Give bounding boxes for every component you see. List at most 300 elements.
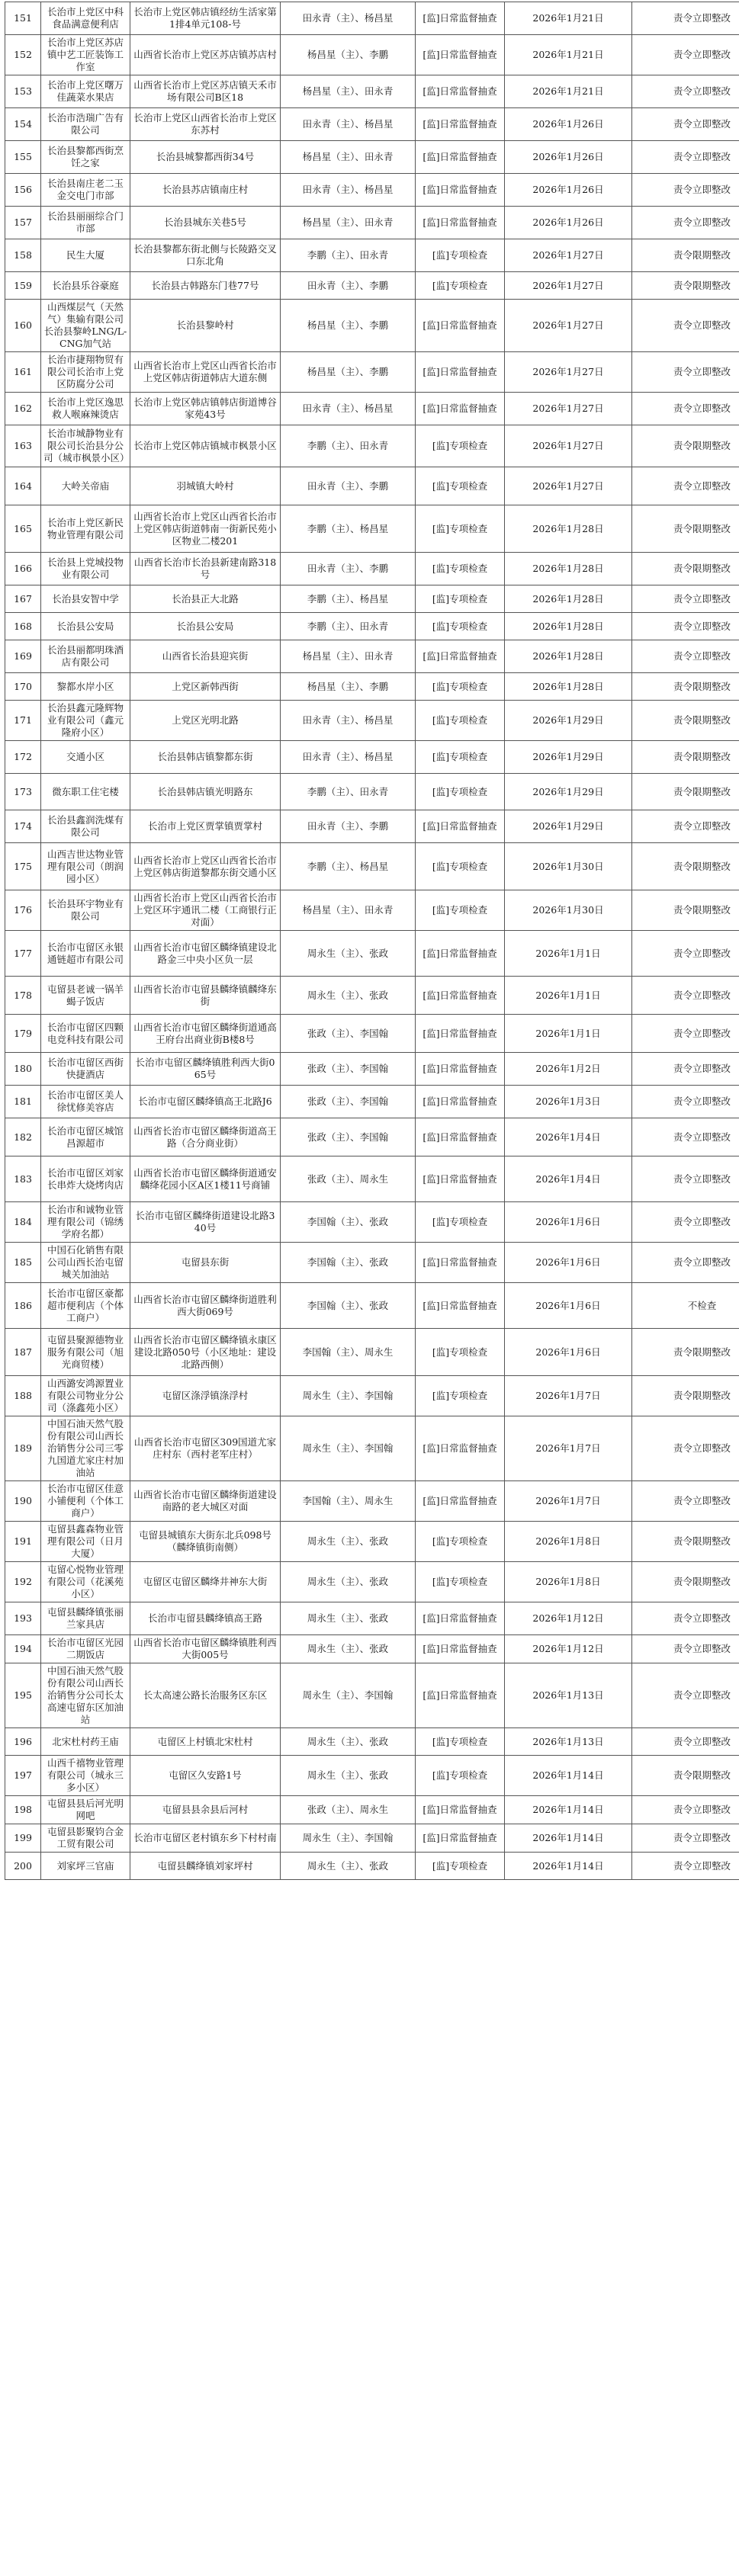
inspected-unit-cell: 长治市上党区新民物业管理有限公司 [41, 505, 130, 553]
row-number-cell: 191 [5, 1522, 41, 1562]
table-row [5, 1283, 739, 1329]
row-number-cell: 180 [5, 1053, 41, 1086]
inspection-date-cell: 2026年1月29日 [505, 741, 632, 774]
inspected-unit-cell: 长治县鑫元隆辉物业有限公司（鑫元隆府小区） [41, 701, 130, 741]
table-row [5, 35, 739, 75]
inspection-result-cell: 责令限期整改 [632, 239, 739, 272]
inspected-unit-cell: 黎都水岸小区 [41, 673, 130, 701]
table-row [5, 1329, 739, 1376]
inspection-type-cell: [监]专项检查 [416, 741, 505, 774]
inspection-type-cell: [监]专项检查 [416, 1562, 505, 1602]
inspection-date-cell: 2026年1月14日 [505, 1756, 632, 1796]
inspectors-cell: 杨昌星（主）、李鹏 [281, 300, 416, 352]
inspection-type-cell: [监]日常监督抽查 [416, 931, 505, 977]
inspectors-cell: 杨昌星（主）、田永青 [281, 890, 416, 931]
inspectors-cell: 张政（主）、李国翰 [281, 1118, 416, 1156]
inspectors-cell: 田永青（主）、杨昌星 [281, 174, 416, 207]
inspectors-cell: 李鹏（主）、杨昌星 [281, 843, 416, 890]
inspection-type-cell: [监]日常监督抽查 [416, 2, 505, 35]
inspection-table-body [5, 2, 739, 1880]
inspectors-cell: 李国翰（主）、张政 [281, 1283, 416, 1329]
inspectors-cell: 田永青（主）、李鹏 [281, 467, 416, 505]
inspection-date-cell: 2026年1月13日 [505, 1663, 632, 1728]
inspectors-cell: 田永青（主）、李鹏 [281, 553, 416, 585]
address-cell: 屯留县东街 [130, 1243, 281, 1283]
address-cell: 山西省长治市屯留区麟绛街道高王路（合分商业街） [130, 1118, 281, 1156]
row-number-cell: 169 [5, 640, 41, 673]
table-row [5, 553, 739, 585]
table-row [5, 810, 739, 843]
inspection-type-cell: [监]日常监督抽查 [416, 1824, 505, 1853]
inspected-unit-cell: 长治市屯留区永银通链超市有限公司 [41, 931, 130, 977]
inspection-date-cell: 2026年1月8日 [505, 1522, 632, 1562]
inspection-type-cell: [监]日常监督抽查 [416, 174, 505, 207]
inspection-date-cell: 2026年1月8日 [505, 1562, 632, 1602]
row-number-cell: 178 [5, 977, 41, 1015]
inspected-unit-cell: 大岭关帝庙 [41, 467, 130, 505]
inspection-result-cell: 责令限期整改 [632, 1376, 739, 1416]
inspected-unit-cell: 长治市和诚物业管理有限公司（锦绣学府名都） [41, 1202, 130, 1243]
inspectors-cell: 李鹏（主）、田永青 [281, 774, 416, 810]
inspection-type-cell: [监]专项检查 [416, 701, 505, 741]
table-row [5, 174, 739, 207]
table-row [5, 1416, 739, 1481]
inspection-result-cell: 责令限期整改 [632, 1522, 739, 1562]
address-cell: 山西省长治市屯留区麟绛街道通安麟绛花园小区A区1楼11号商铺 [130, 1156, 281, 1202]
address-cell: 山西省长治市屯留区麟绛镇胜利西大街005号 [130, 1635, 281, 1663]
inspected-unit-cell: 长治市屯留区刘家长串炸大烧烤肉店 [41, 1156, 130, 1202]
inspection-type-cell: [监]日常监督抽查 [416, 1156, 505, 1202]
table-row [5, 1053, 739, 1086]
row-number-cell: 177 [5, 931, 41, 977]
inspection-date-cell: 2026年1月14日 [505, 1796, 632, 1824]
address-cell: 长治市屯留区麟绛街道建设北路340号 [130, 1202, 281, 1243]
inspected-unit-cell: 长治市屯留区豪都超市便利店（个体工商户） [41, 1283, 130, 1329]
table-row [5, 977, 739, 1015]
table-row [5, 1728, 739, 1756]
inspection-date-cell: 2026年1月27日 [505, 300, 632, 352]
inspection-date-cell: 2026年1月21日 [505, 75, 632, 108]
inspection-type-cell: [监]日常监督抽查 [416, 810, 505, 843]
inspection-type-cell: [监]日常监督抽查 [416, 393, 505, 425]
table-row [5, 300, 739, 352]
table-row [5, 1376, 739, 1416]
inspectors-cell: 田永青（主）、李鹏 [281, 272, 416, 300]
inspectors-cell: 张政（主）、李国翰 [281, 1015, 416, 1053]
table-row [5, 1522, 739, 1562]
inspection-type-cell: [监]日常监督抽查 [416, 1663, 505, 1728]
inspection-type-cell: [监]日常监督抽查 [416, 977, 505, 1015]
inspection-date-cell: 2026年1月28日 [505, 553, 632, 585]
table-row [5, 1853, 739, 1880]
address-cell: 山西省长治市上党区山西省长治市上党区韩店街道韩店大道东侧 [130, 352, 281, 393]
table-row [5, 467, 739, 505]
table-row [5, 1635, 739, 1663]
table-row [5, 1824, 739, 1853]
address-cell: 屯留区上村镇北宋杜村 [130, 1728, 281, 1756]
table-row [5, 1562, 739, 1602]
row-number-cell: 190 [5, 1481, 41, 1522]
inspection-date-cell: 2026年1月28日 [505, 613, 632, 640]
row-number-cell: 179 [5, 1015, 41, 1053]
row-number-cell: 152 [5, 35, 41, 75]
inspectors-cell: 田永青（主）、杨昌星 [281, 701, 416, 741]
address-cell: 山西省长治县迎宾街 [130, 640, 281, 673]
row-number-cell: 186 [5, 1283, 41, 1329]
inspection-result-cell: 责令立即整改 [632, 35, 739, 75]
inspected-unit-cell: 长治县鑫润洗煤有限公司 [41, 810, 130, 843]
inspection-date-cell: 2026年1月29日 [505, 774, 632, 810]
table-row [5, 673, 739, 701]
row-number-cell: 166 [5, 553, 41, 585]
inspection-result-cell: 责令立即整改 [632, 300, 739, 352]
row-number-cell: 172 [5, 741, 41, 774]
inspection-type-cell: [监]专项检查 [416, 272, 505, 300]
table-row [5, 207, 739, 239]
row-number-cell: 188 [5, 1376, 41, 1416]
inspection-result-cell: 责令立即整改 [632, 1824, 739, 1853]
table-row [5, 2, 739, 35]
inspection-result-cell: 责令立即整改 [632, 2, 739, 35]
inspectors-cell: 李国翰（主）、周永生 [281, 1481, 416, 1522]
address-cell: 长治市上党区贾掌镇贾掌村 [130, 810, 281, 843]
inspected-unit-cell: 长治县环宇物业有限公司 [41, 890, 130, 931]
inspection-date-cell: 2026年1月7日 [505, 1416, 632, 1481]
inspection-result-cell: 责令立即整改 [632, 1635, 739, 1663]
inspection-type-cell: [监]专项检查 [416, 1728, 505, 1756]
table-row [5, 425, 739, 467]
inspection-result-cell: 责令立即整改 [632, 141, 739, 174]
inspection-date-cell: 2026年1月13日 [505, 1728, 632, 1756]
inspection-type-cell: [监]专项检查 [416, 843, 505, 890]
row-number-cell: 184 [5, 1202, 41, 1243]
inspected-unit-cell: 长治市屯留区美人徐忧修美容店 [41, 1086, 130, 1118]
inspection-result-cell: 责令限期整改 [632, 843, 739, 890]
inspectors-cell: 李鹏（主）、田永青 [281, 613, 416, 640]
table-row [5, 613, 739, 640]
inspectors-cell: 田永青（主）、杨昌星 [281, 741, 416, 774]
inspection-date-cell: 2026年1月6日 [505, 1202, 632, 1243]
address-cell: 屯留区屯留区麟绛井神东大街 [130, 1562, 281, 1602]
inspection-date-cell: 2026年1月29日 [505, 701, 632, 741]
address-cell: 长太高速公路长治服务区东区 [130, 1663, 281, 1728]
inspectors-cell: 周永生（主）、张政 [281, 1602, 416, 1635]
inspection-date-cell: 2026年1月27日 [505, 467, 632, 505]
table-row [5, 239, 739, 272]
inspected-unit-cell: 长治县黎都西街烹饪之家 [41, 141, 130, 174]
address-cell: 山西省长治市上党区山西省长治市上党区环宇通讯二楼（工商银行正对面） [130, 890, 281, 931]
inspection-type-cell: [监]专项检查 [416, 425, 505, 467]
inspection-result-cell: 责令立即整改 [632, 1118, 739, 1156]
inspection-type-cell: [监]日常监督抽查 [416, 1015, 505, 1053]
inspectors-cell: 杨昌星（主）、田永青 [281, 640, 416, 673]
inspected-unit-cell: 交通小区 [41, 741, 130, 774]
address-cell: 长治县公安局 [130, 613, 281, 640]
inspection-type-cell: [监]日常监督抽查 [416, 1796, 505, 1824]
address-cell: 屯留区涤浮镇涤浮村 [130, 1376, 281, 1416]
row-number-cell: 168 [5, 613, 41, 640]
row-number-cell: 183 [5, 1156, 41, 1202]
address-cell: 山西省长治市屯留区麟绛镇建设北路金三中央小区负一层 [130, 931, 281, 977]
row-number-cell: 174 [5, 810, 41, 843]
table-row [5, 1243, 739, 1283]
inspectors-cell: 杨昌星（主）、李鹏 [281, 35, 416, 75]
inspectors-cell: 周永生（主）、张政 [281, 1728, 416, 1756]
table-row [5, 741, 739, 774]
inspection-type-cell: [监]日常监督抽查 [416, 640, 505, 673]
table-row [5, 393, 739, 425]
row-number-cell: 195 [5, 1663, 41, 1728]
inspection-result-cell: 责令立即整改 [632, 1602, 739, 1635]
inspected-unit-cell: 长治市屯留区四颗电竞科技有限公司 [41, 1015, 130, 1053]
inspectors-cell: 杨昌星（主）、田永青 [281, 207, 416, 239]
inspection-result-cell: 责令限期整改 [632, 553, 739, 585]
inspection-date-cell: 2026年1月4日 [505, 1156, 632, 1202]
row-number-cell: 173 [5, 774, 41, 810]
inspection-type-cell: [监]专项检查 [416, 673, 505, 701]
table-row [5, 108, 739, 141]
address-cell: 山西省长治市上党区山西省长治市上党区韩店街道韩南一街新民苑小区物业二楼201 [130, 505, 281, 553]
table-row [5, 505, 739, 553]
address-cell: 长治县黎岭村 [130, 300, 281, 352]
inspection-date-cell: 2026年1月7日 [505, 1376, 632, 1416]
inspection-date-cell: 2026年1月21日 [505, 35, 632, 75]
address-cell: 山西省长治市屯留区麟绛街道建设南路的老大城区对面 [130, 1481, 281, 1522]
row-number-cell: 182 [5, 1118, 41, 1156]
address-cell: 山西省长治市屯留区麟绛街道通高王府台出商业街B楼8号 [130, 1015, 281, 1053]
row-number-cell: 162 [5, 393, 41, 425]
row-number-cell: 170 [5, 673, 41, 701]
inspection-date-cell: 2026年1月28日 [505, 505, 632, 553]
inspection-date-cell: 2026年1月12日 [505, 1635, 632, 1663]
address-cell: 长治市屯留区麟绛镇胜利西大街065号 [130, 1053, 281, 1086]
inspectors-cell: 张政（主）、李国翰 [281, 1086, 416, 1118]
inspection-result-cell: 责令立即整改 [632, 1481, 739, 1522]
table-row [5, 1481, 739, 1522]
table-row [5, 1015, 739, 1053]
inspected-unit-cell: 屯留县鑫森物业管理有限公司（日月大厦） [41, 1522, 130, 1562]
inspection-result-cell: 责令限期整改 [632, 890, 739, 931]
table-row [5, 701, 739, 741]
inspection-type-cell: [监]日常监督抽查 [416, 141, 505, 174]
address-cell: 长治市上党区韩店镇经纺生活家第1排4单元108-号 [130, 2, 281, 35]
address-cell: 长治市上党区韩店镇韩店街道博谷家苑43号 [130, 393, 281, 425]
inspectors-cell: 周永生（主）、张政 [281, 1756, 416, 1796]
inspection-result-cell: 责令立即整改 [632, 108, 739, 141]
row-number-cell: 193 [5, 1602, 41, 1635]
inspection-type-cell: [监]日常监督抽查 [416, 300, 505, 352]
inspection-result-cell: 责令立即整改 [632, 585, 739, 613]
inspection-result-cell: 责令限期整改 [632, 425, 739, 467]
inspectors-cell: 周永生（主）、李国翰 [281, 1376, 416, 1416]
inspection-type-cell: [监]日常监督抽查 [416, 1416, 505, 1481]
address-cell: 山西省长治市屯留区麟绛街道胜利西大街069号 [130, 1283, 281, 1329]
inspection-result-cell: 责令立即整改 [632, 1202, 739, 1243]
row-number-cell: 153 [5, 75, 41, 108]
address-cell: 长治县城黎都西街34号 [130, 141, 281, 174]
table-row [5, 1156, 739, 1202]
inspectors-cell: 杨昌星（主）、田永青 [281, 75, 416, 108]
address-cell: 羽城镇大岭村 [130, 467, 281, 505]
inspectors-cell: 周永生（主）、张政 [281, 1562, 416, 1602]
inspectors-cell: 张政（主）、李国翰 [281, 1053, 416, 1086]
row-number-cell: 197 [5, 1756, 41, 1796]
row-number-cell: 165 [5, 505, 41, 553]
inspected-unit-cell: 长治市上党区逸思救人喉麻辣烫店 [41, 393, 130, 425]
inspection-type-cell: [监]专项检查 [416, 1329, 505, 1376]
address-cell: 山西省长治市屯留县麟绛镇麟绛东街 [130, 977, 281, 1015]
table-row [5, 640, 739, 673]
inspectors-cell: 李国翰（主）、张政 [281, 1202, 416, 1243]
address-cell: 山西省长治市上党区苏店镇天禾市场有限公司B区18 [130, 75, 281, 108]
row-number-cell: 200 [5, 1853, 41, 1880]
inspection-result-cell: 责令立即整改 [632, 1796, 739, 1824]
row-number-cell: 199 [5, 1824, 41, 1853]
inspectors-cell: 周永生（主）、李国翰 [281, 1663, 416, 1728]
inspected-unit-cell: 微东职工住宅楼 [41, 774, 130, 810]
address-cell: 山西省长治市上党区山西省长治市上党区韩店街道黎都东街交通小区 [130, 843, 281, 890]
inspectors-cell: 杨昌星（主）、田永青 [281, 141, 416, 174]
inspection-type-cell: [监]专项检查 [416, 890, 505, 931]
inspection-date-cell: 2026年1月26日 [505, 207, 632, 239]
table-row [5, 1756, 739, 1796]
row-number-cell: 185 [5, 1243, 41, 1283]
inspected-unit-cell: 民生大厦 [41, 239, 130, 272]
inspection-type-cell: [监]日常监督抽查 [416, 1118, 505, 1156]
inspectors-cell: 田永青（主）、杨昌星 [281, 393, 416, 425]
inspection-result-cell: 责令立即整改 [632, 640, 739, 673]
table-row [5, 843, 739, 890]
row-number-cell: 163 [5, 425, 41, 467]
inspection-date-cell: 2026年1月3日 [505, 1086, 632, 1118]
address-cell: 长治市上党区韩店镇城市枫景小区 [130, 425, 281, 467]
inspection-date-cell: 2026年1月27日 [505, 425, 632, 467]
table-row [5, 272, 739, 300]
inspection-result-cell: 责令限期整改 [632, 1756, 739, 1796]
address-cell: 长治县城东关巷5号 [130, 207, 281, 239]
inspection-result-cell: 责令立即整改 [632, 1728, 739, 1756]
address-cell: 屯留县麟绛镇刘家坪村 [130, 1853, 281, 1880]
inspected-unit-cell: 长治县安智中学 [41, 585, 130, 613]
inspectors-cell: 田永青（主）、李鹏 [281, 810, 416, 843]
inspection-result-cell: 责令限期整改 [632, 673, 739, 701]
row-number-cell: 181 [5, 1086, 41, 1118]
inspection-result-cell: 责令限期整改 [632, 741, 739, 774]
row-number-cell: 159 [5, 272, 41, 300]
inspected-unit-cell: 山西潞安鸿源置业有限公司物业分公司（涤鑫苑小区） [41, 1376, 130, 1416]
address-cell: 长治县韩店镇光明路东 [130, 774, 281, 810]
row-number-cell: 198 [5, 1796, 41, 1824]
inspectors-cell: 李国翰（主）、张政 [281, 1243, 416, 1283]
inspection-type-cell: [监]日常监督抽查 [416, 75, 505, 108]
inspectors-cell: 周永生（主）、张政 [281, 1635, 416, 1663]
row-number-cell: 192 [5, 1562, 41, 1602]
inspected-unit-cell: 山西煤层气（天然气）集输有限公司长治县黎岭LNG/L-CNG加气站 [41, 300, 130, 352]
inspectors-cell: 杨昌星（主）、李鹏 [281, 352, 416, 393]
table-row [5, 1086, 739, 1118]
row-number-cell: 164 [5, 467, 41, 505]
inspected-unit-cell: 屯留心悦物业管理有限公司（花溪苑小区） [41, 1562, 130, 1602]
inspected-unit-cell: 长治市上党区苏店镇中艺工匠装饰工作室 [41, 35, 130, 75]
inspected-unit-cell: 长治县乐谷豪庭 [41, 272, 130, 300]
inspectors-cell: 李国翰（主）、周永生 [281, 1329, 416, 1376]
table-row [5, 1202, 739, 1243]
inspection-type-cell: [监]专项检查 [416, 1522, 505, 1562]
inspection-date-cell: 2026年1月6日 [505, 1283, 632, 1329]
address-cell: 长治县古韩路东门巷77号 [130, 272, 281, 300]
row-number-cell: 157 [5, 207, 41, 239]
inspection-type-cell: [监]专项检查 [416, 1853, 505, 1880]
inspected-unit-cell: 屯留县麟绛镇张丽兰家具店 [41, 1602, 130, 1635]
inspection-table [5, 2, 739, 1880]
inspection-date-cell: 2026年1月26日 [505, 141, 632, 174]
table-row [5, 1796, 739, 1824]
inspection-type-cell: [监]专项检查 [416, 505, 505, 553]
inspection-result-cell: 责令限期整改 [632, 1329, 739, 1376]
inspection-date-cell: 2026年1月27日 [505, 272, 632, 300]
row-number-cell: 175 [5, 843, 41, 890]
inspection-type-cell: [监]专项检查 [416, 1756, 505, 1796]
inspection-type-cell: [监]专项检查 [416, 585, 505, 613]
inspection-type-cell: [监]专项检查 [416, 613, 505, 640]
inspection-result-cell: 责令立即整改 [632, 1086, 739, 1118]
inspection-type-cell: [监]专项检查 [416, 774, 505, 810]
inspection-result-cell: 责令立即整改 [632, 1156, 739, 1202]
inspection-type-cell: [监]日常监督抽查 [416, 1635, 505, 1663]
table-row [5, 352, 739, 393]
inspection-result-cell: 责令限期整改 [632, 505, 739, 553]
address-cell: 长治市屯留县麟绛镇高王路 [130, 1602, 281, 1635]
inspection-date-cell: 2026年1月27日 [505, 352, 632, 393]
row-number-cell: 176 [5, 890, 41, 931]
inspection-date-cell: 2026年1月14日 [505, 1824, 632, 1853]
inspected-unit-cell: 长治县丽丽综合门市部 [41, 207, 130, 239]
inspected-unit-cell: 山西吉世达物业管理有限公司（朗润园小区） [41, 843, 130, 890]
inspected-unit-cell: 北宋杜村药王庙 [41, 1728, 130, 1756]
inspectors-cell: 田永青（主）、杨昌星 [281, 2, 416, 35]
inspection-result-cell: 责令立即整改 [632, 1663, 739, 1728]
inspection-type-cell: [监]专项检查 [416, 1376, 505, 1416]
row-number-cell: 160 [5, 300, 41, 352]
row-number-cell: 189 [5, 1416, 41, 1481]
inspection-type-cell: [监]专项检查 [416, 239, 505, 272]
inspected-unit-cell: 中国石化销售有限公司山西长治屯留城关加油站 [41, 1243, 130, 1283]
inspection-result-cell: 责令限期整改 [632, 774, 739, 810]
inspection-date-cell: 2026年1月28日 [505, 585, 632, 613]
inspection-result-cell: 责令立即整改 [632, 1053, 739, 1086]
inspection-result-cell: 责令限期整改 [632, 701, 739, 741]
inspected-unit-cell: 刘家坪三官庙 [41, 1853, 130, 1880]
table-row [5, 141, 739, 174]
inspected-unit-cell: 屯留县影聚钧合金工贸有限公司 [41, 1824, 130, 1853]
table-row [5, 1663, 739, 1728]
inspection-type-cell: [监]日常监督抽查 [416, 1602, 505, 1635]
address-cell: 上党区新韩西街 [130, 673, 281, 701]
inspectors-cell: 周永生（主）、李国翰 [281, 1824, 416, 1853]
inspectors-cell: 周永生（主）、李国翰 [281, 1416, 416, 1481]
inspected-unit-cell: 长治县公安局 [41, 613, 130, 640]
inspection-date-cell: 2026年1月2日 [505, 1053, 632, 1086]
address-cell: 长治市屯留区老村镇东乡下村村南 [130, 1824, 281, 1853]
inspection-date-cell: 2026年1月6日 [505, 1243, 632, 1283]
address-cell: 长治市上党区山西省长治市上党区东苏村 [130, 108, 281, 141]
inspected-unit-cell: 长治市屯留区佳意小铺便利（个体工商户） [41, 1481, 130, 1522]
inspection-date-cell: 2026年1月7日 [505, 1481, 632, 1522]
inspected-unit-cell: 长治县丽都明珠酒店有限公司 [41, 640, 130, 673]
inspection-date-cell: 2026年1月4日 [505, 1118, 632, 1156]
address-cell: 长治市屯留区麟绛镇高王北路J6 [130, 1086, 281, 1118]
row-number-cell: 161 [5, 352, 41, 393]
